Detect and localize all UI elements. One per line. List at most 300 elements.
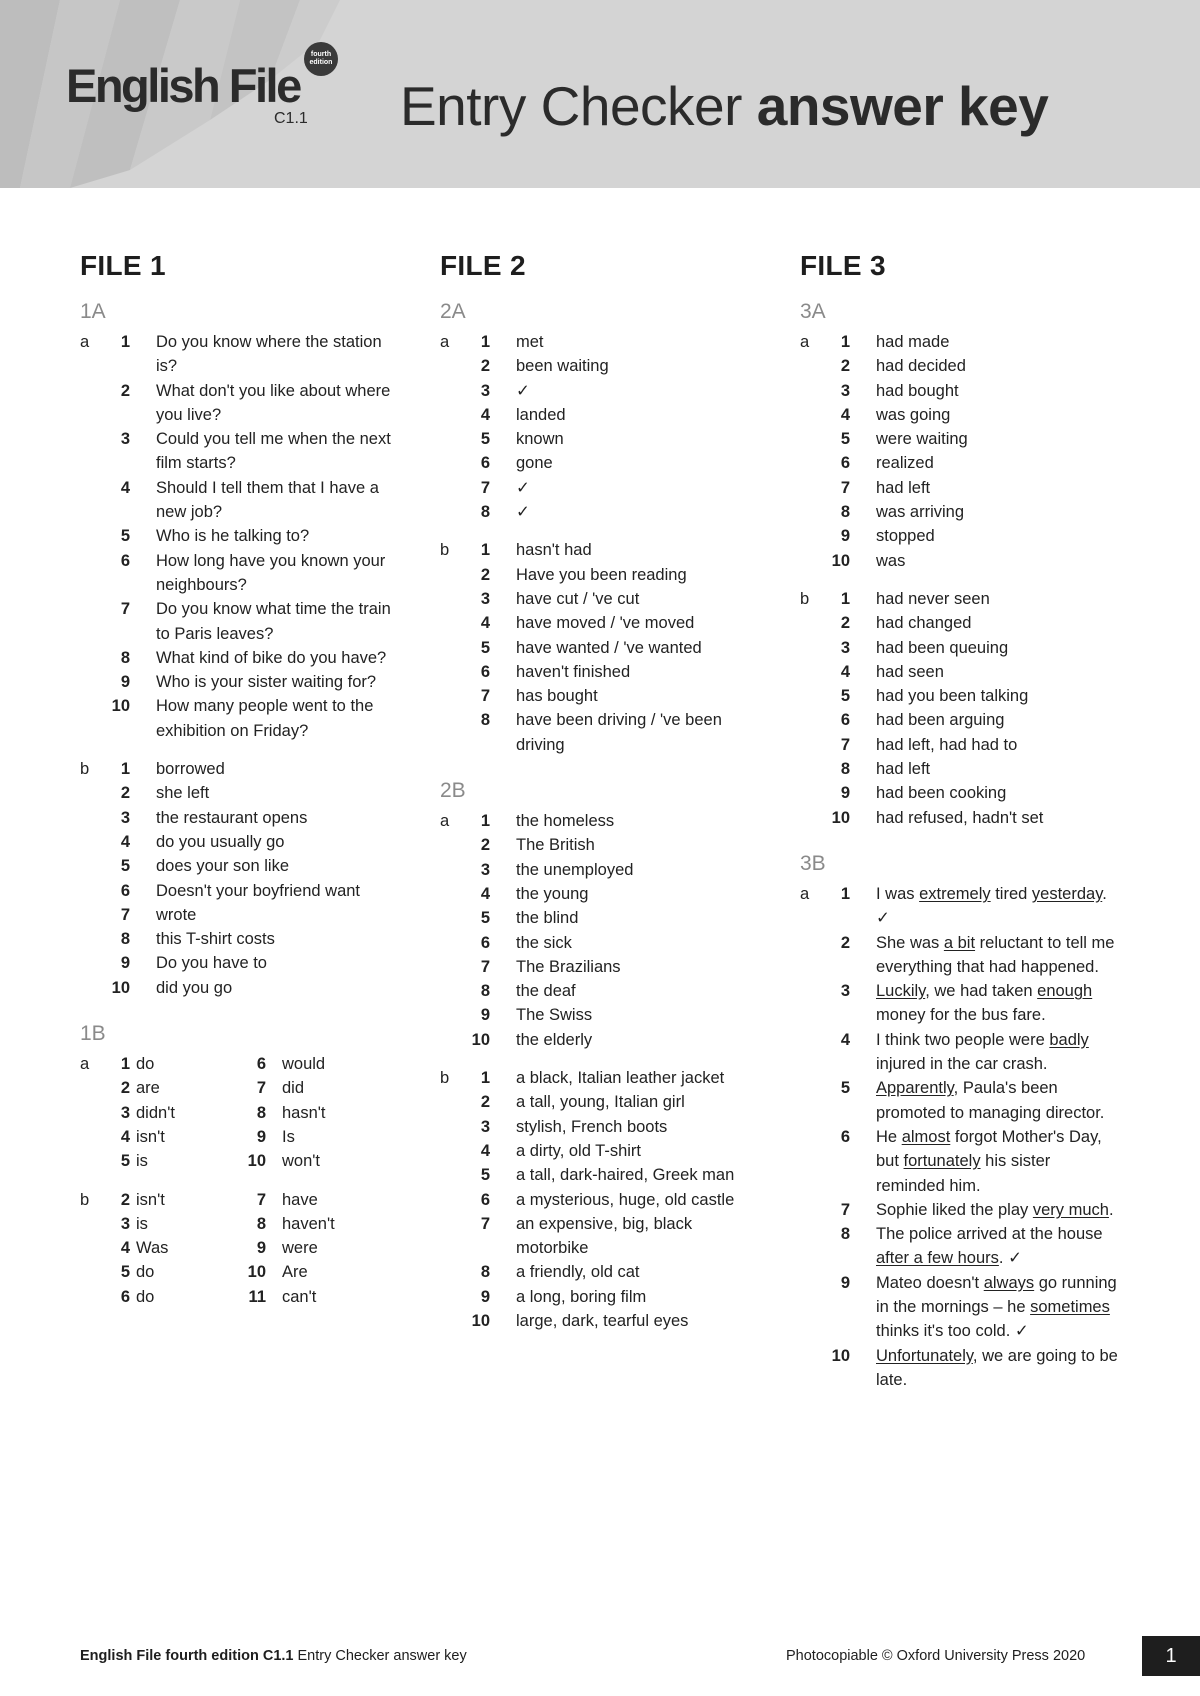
underlined-adverb: Unfortunately: [876, 1346, 973, 1365]
answer-number: 4: [480, 1141, 490, 1160]
underlined-adverb: Apparently: [876, 1079, 954, 1098]
answer-text: the blind: [516, 909, 579, 928]
answer-number: 4: [480, 614, 490, 633]
answer-number: 5: [120, 1263, 130, 1282]
answer-text: the young: [516, 884, 589, 903]
exercise-letter: [80, 1285, 106, 1309]
answer-text: do: [136, 1263, 155, 1282]
exercise-letter: [440, 708, 466, 757]
exercise-letter: [800, 1028, 826, 1077]
answer-number: 5: [120, 857, 130, 876]
exercise-letter: a: [440, 812, 450, 831]
answer-number: 2: [480, 1093, 490, 1112]
footer-left: [80, 1648, 467, 1664]
exercise-letter: [80, 830, 106, 854]
answer-row: [80, 781, 400, 805]
exercise-letter: [80, 781, 106, 805]
answer-row: [800, 500, 1120, 524]
answer-row: [80, 1260, 400, 1284]
answer-text: large, dark, tearful eyes: [516, 1311, 689, 1330]
answer-row: [80, 670, 400, 694]
answer-text: How many people went to the exhibition on Friday?: [156, 697, 374, 740]
answer-row: [80, 379, 400, 428]
edition-badge: fourth edition: [304, 42, 338, 76]
file-heading: FILE 2: [440, 250, 526, 281]
answer-number: 5: [120, 527, 130, 546]
answer-row: [80, 806, 400, 830]
answer-number: 10: [247, 1152, 266, 1171]
answer-text: has bought: [516, 687, 598, 706]
answer-row: [80, 597, 400, 646]
exercise-letter: [800, 660, 826, 684]
answer-row: [440, 833, 760, 857]
answer-number: 3: [120, 1103, 130, 1122]
answer-row: [440, 354, 760, 378]
section-heading: 2B: [440, 779, 466, 803]
exercise-letter: [440, 684, 466, 708]
answer-number: 2: [120, 1079, 130, 1098]
exercise-letter: a: [80, 1055, 90, 1074]
file-1-column: [80, 250, 400, 1331]
answer-row: [80, 1125, 400, 1149]
exercise-letter: [440, 354, 466, 378]
answer-row: [80, 757, 400, 781]
answer-row: [800, 427, 1120, 451]
answer-text: I was extremely tired yesterday. ✓: [876, 884, 1107, 928]
answer-text: had made: [876, 333, 950, 351]
page-number: 1: [1142, 1636, 1200, 1676]
answer-text: had never seen: [876, 589, 990, 608]
exercise-letter: [800, 1076, 826, 1125]
answer-row: [800, 1222, 1120, 1271]
underlined-adverb: sometimes: [1030, 1297, 1110, 1316]
answer-row: [80, 1188, 400, 1212]
answer-row: [80, 830, 400, 854]
answer-text: Doesn't your boyfriend want: [156, 881, 361, 900]
answer-number: 1: [120, 1055, 130, 1074]
section-1b: [80, 1022, 400, 1309]
exercise-a: [80, 1052, 400, 1173]
answer-number: 3: [120, 1214, 130, 1233]
answer-text: The Swiss: [516, 1006, 593, 1025]
answer-text: this T-shirt costs: [156, 930, 275, 949]
answer-text: was: [876, 551, 906, 570]
answer-row: [800, 354, 1120, 378]
exercise-letter: [440, 1090, 466, 1114]
exercise-letter: [80, 670, 106, 694]
answer-row: [800, 882, 1120, 931]
exercise-letter: [440, 906, 466, 930]
answer-number: 4: [120, 832, 130, 851]
answer-text: I think two people were badly injured in the car crash.: [876, 1030, 1089, 1074]
answer-text: is: [136, 1152, 148, 1171]
exercise-letter: [80, 1076, 106, 1100]
answer-text: would: [282, 1055, 326, 1074]
section-1a: [80, 300, 400, 1000]
answer-text: is: [136, 1214, 148, 1233]
exercise-letter: [80, 903, 106, 927]
answer-number: 9: [120, 673, 130, 692]
answer-text: Who is he talking to?: [156, 527, 310, 546]
answer-text: had left, had had to: [876, 735, 1018, 754]
answer-number: 5: [480, 1166, 490, 1185]
answer-row: [80, 1052, 400, 1076]
answer-row: [800, 684, 1120, 708]
answer-row: [800, 379, 1120, 403]
answer-number: 6: [120, 881, 130, 900]
answer-number: 7: [480, 957, 490, 976]
answer-text: The Brazilians: [516, 957, 621, 976]
answer-number: 4: [120, 1127, 130, 1146]
answer-row: [800, 660, 1120, 684]
answer-number: 7: [120, 905, 130, 924]
answer-number: 4: [480, 405, 490, 424]
exercise-letter: [440, 660, 466, 684]
answer-number: 8: [480, 1263, 490, 1282]
answer-number: 4: [120, 1239, 130, 1258]
answer-text: Sophie liked the play very much.: [876, 1200, 1114, 1219]
exercise-letter: [80, 379, 106, 428]
answer-number: 9: [256, 1239, 266, 1258]
answer-text: have: [282, 1190, 318, 1209]
answer-number: 4: [840, 405, 850, 424]
section-3a: [800, 300, 1120, 830]
exercise-letter: [800, 931, 826, 980]
exercise-letter: [80, 854, 106, 878]
logo-text: English File: [66, 59, 300, 112]
answer-number: 3: [840, 982, 850, 1001]
answer-number: 1: [480, 1069, 490, 1088]
answer-text: a friendly, old cat: [516, 1263, 640, 1282]
exercise-letter: [440, 1163, 466, 1187]
answer-text: Mateo doesn't always go running in the mornings – he sometimes thinks it's too cold. ✓: [876, 1273, 1117, 1341]
answer-row: [440, 636, 760, 660]
exercise-letter: [80, 1212, 106, 1236]
underlined-adverb: after a few hours: [876, 1249, 999, 1268]
answer-text: didn't: [136, 1103, 175, 1122]
answer-row: [80, 951, 400, 975]
answer-number: 6: [840, 454, 850, 473]
exercise-letter: [440, 1260, 466, 1284]
answer-row: [440, 684, 760, 708]
exercise-letter: b: [440, 1069, 450, 1088]
file-3-column: [800, 250, 1120, 1414]
underlined-adverb: yesterday: [1031, 884, 1103, 903]
answer-number: 8: [480, 711, 490, 730]
answer-text: the homeless: [516, 812, 615, 831]
answer-row: [440, 931, 760, 955]
answer-row: [440, 1003, 760, 1027]
exercise-letter: [80, 1125, 106, 1149]
section-2a: [440, 300, 760, 757]
answer-number: 7: [256, 1079, 266, 1098]
answer-number: 2: [120, 381, 130, 400]
answer-number: 1: [480, 541, 490, 560]
answer-number: 1: [480, 333, 490, 351]
answer-number: 8: [120, 648, 130, 667]
page-title: [400, 74, 1048, 138]
answer-row: [800, 524, 1120, 548]
answer-number: 9: [480, 1287, 490, 1306]
answer-row: [440, 1309, 760, 1333]
answer-text: did you go: [156, 978, 233, 997]
answer-row: [80, 1212, 400, 1236]
answer-text: borrowed: [156, 760, 225, 779]
answer-text: hasn't had: [516, 541, 592, 560]
answer-number: 2: [480, 836, 490, 855]
answer-row: [800, 549, 1120, 573]
answer-row: [80, 1149, 400, 1173]
answer-row: [440, 906, 760, 930]
answer-row: [80, 1101, 400, 1125]
footer-edition: English File fourth edition C1.1: [80, 1648, 294, 1664]
answer-text: gone: [516, 454, 553, 473]
answer-row: [800, 733, 1120, 757]
answer-number: 7: [840, 478, 850, 497]
answer-text: had decided: [876, 357, 966, 376]
answer-number: 3: [480, 860, 490, 879]
exercise-letter: [440, 636, 466, 660]
underlined-adverb: enough: [1037, 982, 1093, 1001]
answer-row: [440, 500, 760, 524]
exercise-letter: [800, 708, 826, 732]
exercise-letter: [800, 611, 826, 635]
exercise-letter: [80, 646, 106, 670]
exercise-letter: [800, 500, 826, 524]
answer-row: [800, 587, 1120, 611]
answer-row: [440, 1188, 760, 1212]
answer-row: [440, 955, 760, 979]
answer-text: a dirty, old T-shirt: [516, 1141, 642, 1160]
exercise-letter: [440, 1212, 466, 1261]
answer-text: have been driving / 've been driving: [516, 711, 722, 754]
answer-number: 7: [120, 600, 130, 619]
section-heading: 2A: [440, 300, 466, 323]
answer-row: [440, 563, 760, 587]
exercise-b: [440, 538, 760, 757]
answer-text: What don't you like about where you live?: [156, 381, 391, 424]
answer-text: a tall, young, Italian girl: [516, 1093, 685, 1112]
exercise-letter: [800, 403, 826, 427]
answer-text: had been arguing: [876, 711, 1005, 730]
answer-number: 4: [840, 1030, 850, 1049]
answer-row: [440, 1212, 760, 1261]
answer-row: [800, 931, 1120, 980]
answer-row: [800, 1198, 1120, 1222]
underlined-adverb: always: [983, 1273, 1035, 1292]
answer-row: [800, 757, 1120, 781]
answer-number: 11: [248, 1287, 266, 1306]
answer-number: 1: [840, 884, 850, 903]
answer-number: 4: [840, 662, 850, 681]
answer-number: 4: [480, 884, 490, 903]
exercise-letter: [800, 549, 826, 573]
answer-number: 1: [480, 812, 490, 831]
answer-row: [440, 611, 760, 635]
answer-row: [800, 1271, 1120, 1344]
answer-row: [80, 1285, 400, 1309]
answer-text: Do you have to: [156, 954, 267, 973]
answer-text: the deaf: [516, 982, 576, 1001]
answer-text: Do you know what time the train to Paris leaves?: [156, 600, 391, 643]
answer-text: Are: [282, 1263, 308, 1282]
exercise-letter: [440, 563, 466, 587]
answer-row: [440, 476, 760, 500]
underlined-adverb: fortunately: [903, 1152, 981, 1171]
answer-row: [440, 1260, 760, 1284]
file-heading: FILE 3: [800, 250, 886, 281]
exercise-letter: [800, 476, 826, 500]
answer-row: [440, 1285, 760, 1309]
answer-number: 6: [120, 1287, 130, 1306]
answer-text: had changed: [876, 614, 972, 633]
exercise-letter: [800, 1198, 826, 1222]
answer-number: 8: [840, 503, 850, 522]
answer-number: 9: [840, 784, 850, 803]
answer-number: 8: [120, 930, 130, 949]
exercise-letter: [80, 549, 106, 598]
answer-row: [800, 1125, 1120, 1198]
underlined-adverb: very much: [1032, 1200, 1109, 1219]
answer-text: ✓: [516, 503, 530, 522]
answer-text: a black, Italian leather jacket: [516, 1069, 725, 1088]
answer-number: 3: [480, 381, 490, 400]
exercise-letter: [440, 1188, 466, 1212]
exercise-letter: [800, 757, 826, 781]
answer-text: does your son like: [156, 857, 289, 876]
answer-row: [80, 330, 400, 379]
answer-text: Apparently, Paula's been promoted to managing director.: [876, 1079, 1105, 1122]
exercise-letter: [80, 524, 106, 548]
answer-row: [80, 549, 400, 598]
exercise-letter: [800, 1344, 826, 1393]
answer-number: 5: [840, 430, 850, 449]
level-label: C1.1: [274, 110, 308, 127]
answer-row: [800, 636, 1120, 660]
answer-number: 5: [480, 909, 490, 928]
answer-row: [440, 1115, 760, 1139]
answer-number: 5: [840, 687, 850, 706]
exercise-letter: a: [440, 333, 450, 351]
answer-text: the sick: [516, 933, 572, 952]
answer-row: [440, 858, 760, 882]
answer-text: had seen: [876, 662, 944, 681]
underlined-adverb: almost: [901, 1127, 951, 1146]
answer-number: 8: [480, 503, 490, 522]
answer-row: [440, 809, 760, 833]
exercise-letter: [440, 833, 466, 857]
answer-text: Luckily, we had taken enough money for the bus fare.: [876, 982, 1093, 1025]
answer-number: 3: [480, 589, 490, 608]
exercise-letter: b: [80, 760, 90, 779]
answer-text: landed: [516, 405, 566, 424]
answer-text: How long have you known your neighbours?: [156, 551, 386, 594]
exercise-letter: [800, 1125, 826, 1198]
exercise-letter: a: [80, 333, 90, 351]
answer-row: [440, 379, 760, 403]
answer-number: 7: [480, 1214, 490, 1233]
exercise-letter: a: [800, 333, 810, 351]
exercise-a: [440, 330, 760, 524]
answer-number: 2: [840, 357, 850, 376]
answer-number: 7: [256, 1190, 266, 1209]
footer-doc: Entry Checker answer key: [297, 1648, 467, 1664]
exercise-letter: b: [800, 589, 810, 608]
answer-number: 9: [840, 527, 850, 546]
answer-row: [440, 1139, 760, 1163]
answer-text: Should I tell them that I have a new job?: [156, 478, 379, 522]
exercise-letter: [440, 476, 466, 500]
section-heading: 1B: [80, 1022, 106, 1046]
exercise-letter: [800, 1271, 826, 1344]
answer-number: 3: [120, 430, 130, 449]
answer-number: 2: [840, 614, 850, 633]
answer-text: Could you tell me when the next film starts?: [156, 430, 391, 473]
answer-row: [80, 694, 400, 743]
answer-row: [800, 806, 1120, 830]
answer-text: stylish, French boots: [516, 1117, 668, 1136]
exercise-letter: [800, 684, 826, 708]
answer-text: haven't: [282, 1214, 335, 1233]
answer-number: 6: [256, 1055, 266, 1074]
answer-text: had left: [876, 760, 931, 779]
exercise-letter: [800, 451, 826, 475]
title-bold: answer key: [756, 75, 1049, 137]
answer-row: [440, 427, 760, 451]
section-heading: 3B: [800, 851, 826, 875]
exercise-letter: [440, 500, 466, 524]
answer-row: [800, 451, 1120, 475]
answer-number: 8: [256, 1103, 266, 1122]
answer-row: [440, 451, 760, 475]
answer-row: [800, 1076, 1120, 1125]
answer-number: 10: [831, 808, 850, 827]
answer-text: realized: [876, 454, 934, 473]
answer-text: had bought: [876, 381, 959, 400]
exercise-letter: [800, 354, 826, 378]
exercise-letter: [80, 427, 106, 476]
exercise-letter: [440, 979, 466, 1003]
exercise-letter: b: [440, 541, 450, 560]
answer-row: [80, 854, 400, 878]
answer-text: had you been talking: [876, 687, 1029, 706]
exercise-letter: [800, 636, 826, 660]
answer-row: [800, 403, 1120, 427]
answer-row: [80, 427, 400, 476]
answer-number: 1: [840, 333, 850, 351]
answer-number: 10: [471, 1311, 490, 1330]
answer-text: met: [516, 333, 544, 351]
answer-text: Who is your sister waiting for?: [156, 673, 377, 692]
answer-number: 1: [120, 333, 130, 351]
answer-row: [440, 708, 760, 757]
answer-row: [440, 979, 760, 1003]
exercise-letter: [800, 1222, 826, 1271]
answer-row: [80, 927, 400, 951]
exercise-letter: [440, 955, 466, 979]
answer-row: [800, 330, 1120, 354]
answer-text: Do you know where the station is?: [156, 333, 382, 376]
answer-number: 7: [840, 735, 850, 754]
exercise-letter: [440, 1003, 466, 1027]
exercise-letter: [80, 1101, 106, 1125]
answer-text: the restaurant opens: [156, 808, 308, 827]
section-heading: 1A: [80, 300, 106, 323]
answer-number: 9: [480, 1006, 490, 1025]
answer-text: do: [136, 1055, 155, 1074]
answer-text: the elderly: [516, 1030, 593, 1049]
answer-row: [800, 1028, 1120, 1077]
